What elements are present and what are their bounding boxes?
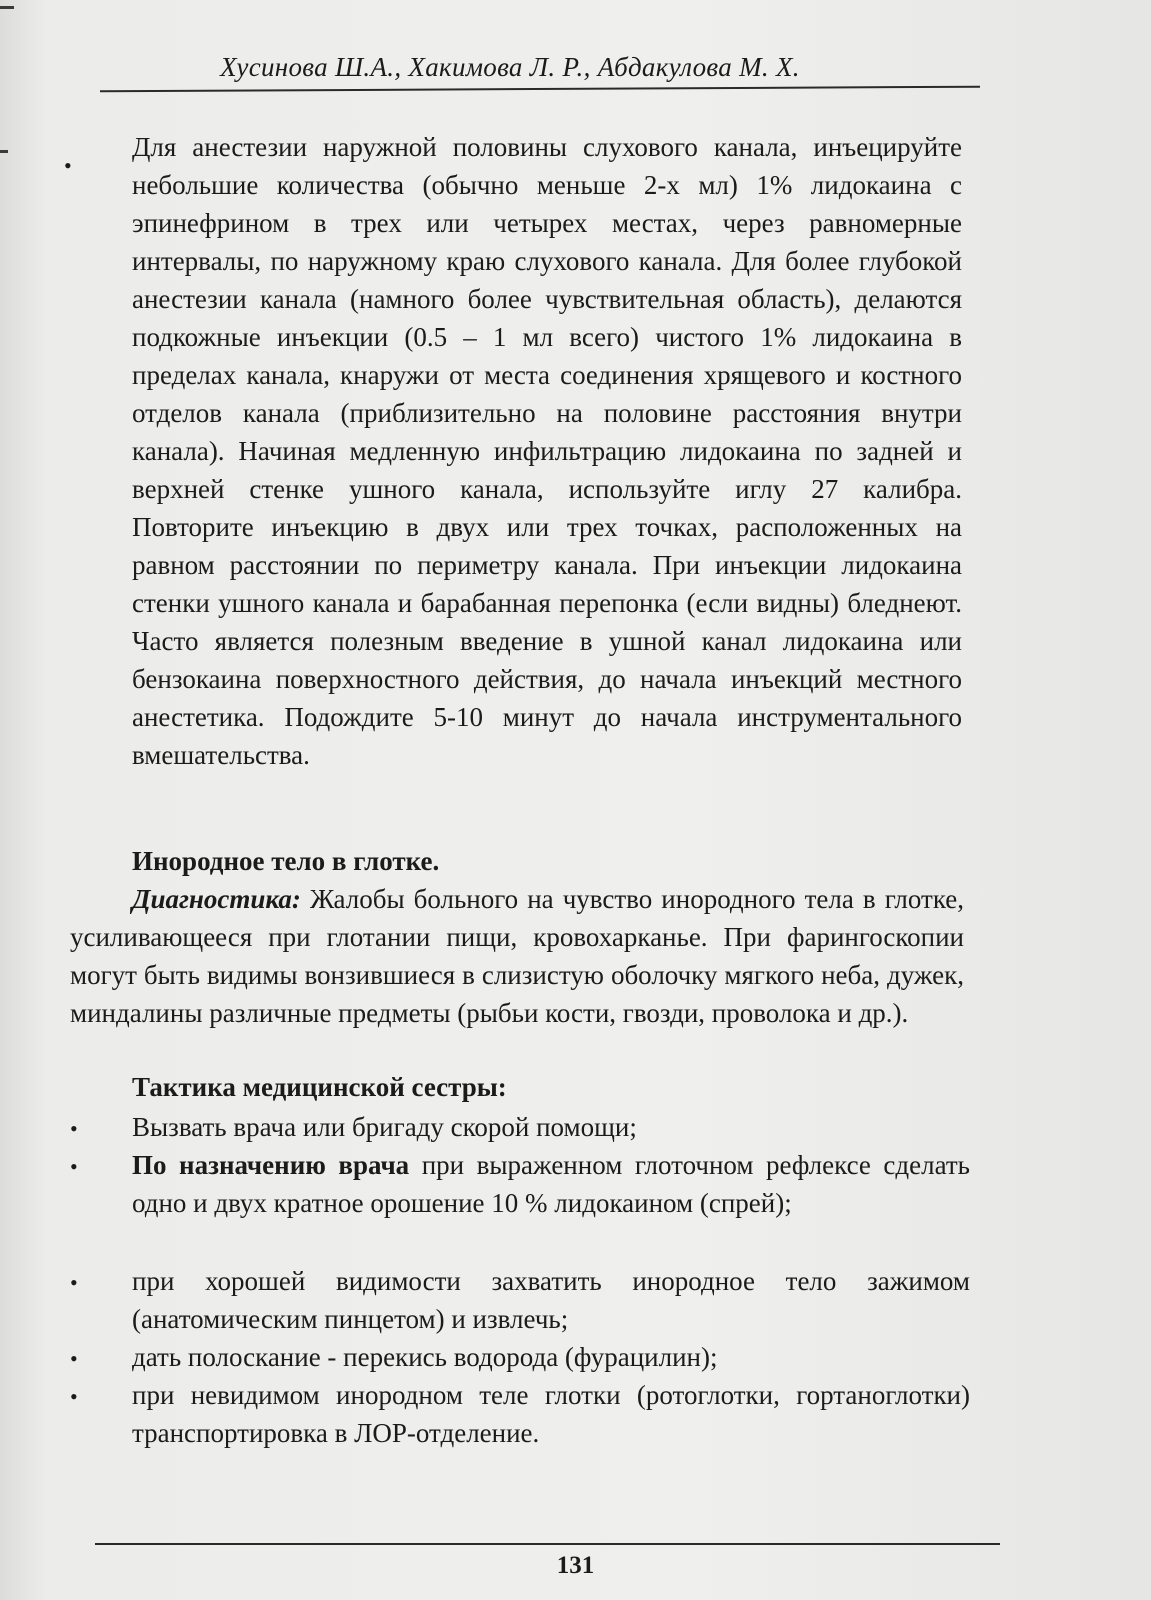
tactics-item-2-bold: По назначению врача — [132, 1150, 410, 1180]
bullet: • — [70, 1270, 78, 1295]
bullet: • — [70, 1116, 78, 1141]
tactics-item-4: дать полоскание - перекись водорода (фурацилин); — [132, 1342, 718, 1372]
anesthesia-paragraph: Для анестезии наружной половины слухового канала, инъецируйте небольшие количества (обычно меньше 2-х мл) 1% лидокаина с эпинефрином в трех или четырех местах, через равномерные интервалы, по наружному краю слухового канала. Для более глубокой анестезии канала (намного более чувствительная область), делаются подкожные инъекции (0.5 – 1 мл всего) чистого 1% лидокаина в пределах канала, кнаружи от места соединения хрящевого и костного отделов канала (приблизительно на половине расстояния внутри канала). Начиная медленную инфильтрацию лидокаина по задней и верхней стенке ушного канала, используйте иглу 27 калибра. Повторите инъекцию в двух или трех точках, расположенных на равном расстоянии по периметру канала. При инъекции лидокаина стенки ушного канала и барабанная перепонка (если видны) бледнеют. Часто является полезным введение в ушной канал лидокаина или бензокаина поверхностного действия, до начала инъекций местного анестетика. Подождите 5-10 минут до начала инструментального вмешательства. — [132, 132, 962, 770]
running-header: Хусинова Ш.А., Хакимова Л. Р., Абдакулова М. Х. — [220, 52, 800, 82]
tactics-item-1: Вызвать врача или бригаду скорой помощи; — [132, 1112, 637, 1142]
tactics-item-2-text: при выраженном глоточном рефлексе сделать одно и двух кратное орошение 10 % лидокаином (спрей); — [132, 1150, 970, 1218]
bullet: • — [70, 1384, 78, 1409]
bullet: • — [64, 153, 72, 178]
diagnostics-paragraph — [70, 880, 964, 1032]
bullet: • — [70, 1154, 78, 1179]
bullet: • — [70, 1346, 78, 1371]
page-number: 131 — [556, 1552, 595, 1579]
page-edge-mark — [0, 150, 8, 153]
tactics-item-2 — [132, 1146, 970, 1222]
tactics-item-5: при невидимом инородном теле глотки (ротоглотки, гортаноглотки) транспортировка в ЛОР-отделение. — [132, 1380, 970, 1448]
section-title: Инородное тело в глотке. — [132, 846, 440, 876]
tactics-title: Тактика медицинской сестры: — [132, 1072, 507, 1102]
page-edge-mark — [0, 6, 14, 9]
tactics-item-3: при хорошей видимости захватить инородное тело зажимом (анатомическим пинцетом) и извлечь; — [132, 1266, 970, 1334]
diagnostics-label: Диагностика: — [132, 884, 301, 914]
diagnostics-text: Жалобы больного на чувство инородного тела в глотке, усиливающееся при глотании пищи, кровохарканье. При фарингоскопии могут быть видимы вонзившиеся в слизистую оболочку мягкого неба, дужек, миндалины различные предметы (рыбьи кости, гвозди, проволока и др.). — [70, 884, 964, 1028]
footer-rule — [95, 1543, 1000, 1545]
header-rule — [100, 86, 980, 93]
